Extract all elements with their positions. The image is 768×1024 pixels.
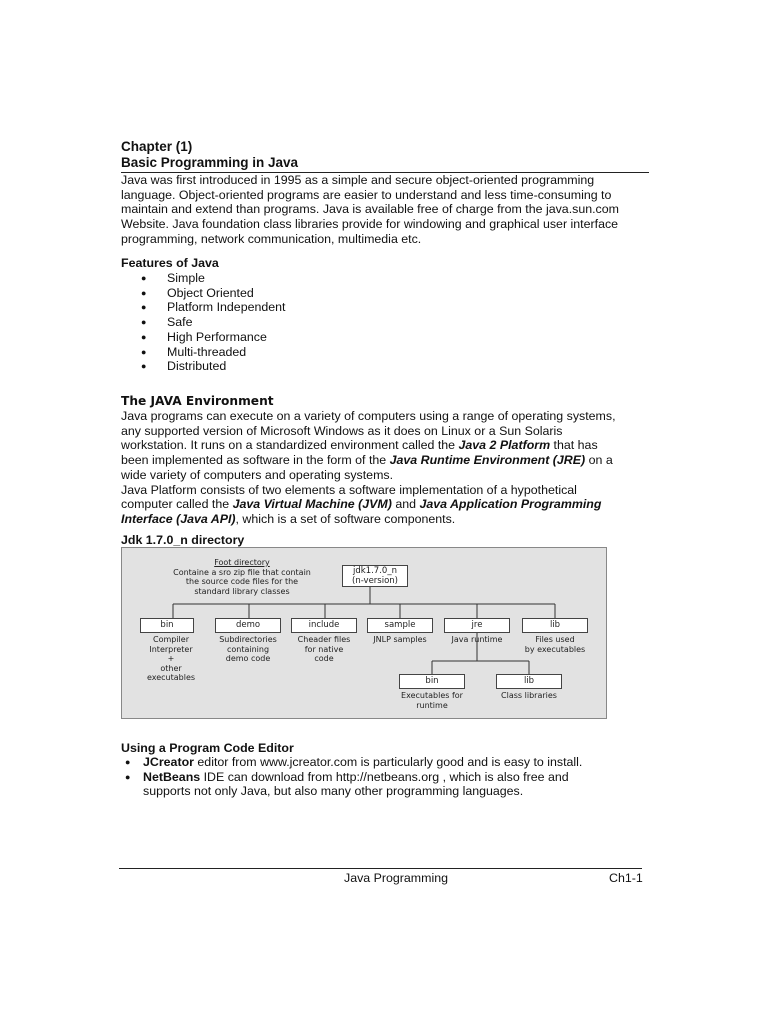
include-description: Cheader files for native code — [297, 635, 351, 663]
bullet-icon: ● — [125, 757, 131, 767]
list-item: ● High Performance — [141, 329, 267, 344]
bullet-icon: ● — [141, 302, 147, 313]
lib-directory-box: lib — [522, 618, 588, 633]
netbeans-term: NetBeans — [143, 769, 201, 784]
intro-line: programming, network communication, multimedia etc. — [121, 231, 422, 246]
jre-term: Java Runtime Environment (JRE) — [389, 453, 586, 468]
list-item: ● Object Oriented — [141, 285, 254, 300]
bullet-icon: ● — [141, 346, 147, 357]
jre-directory-box: jre — [444, 618, 510, 633]
chapter-number: Chapter (1) — [121, 139, 193, 154]
intro-line: Website. Java foundation class libraries provide for windowing and graphical user interface — [121, 217, 619, 232]
jre-bin-description: Executables for runtime — [401, 691, 463, 710]
chapter-title: Basic Programming in Java — [121, 155, 299, 170]
bullet-icon: ● — [141, 331, 147, 342]
root-directory-box: jdk1.7.0_n (n-version) — [342, 565, 408, 587]
features-list — [141, 271, 285, 374]
bullet-icon: ● — [141, 273, 147, 283]
java-api-term: Java Application Programming — [419, 497, 602, 512]
jre-lib-description: Class libraries — [501, 691, 557, 700]
list-item: ● Simple — [141, 271, 205, 285]
environment-paragraph: Java programs can execute on a variety of computers using a range of operating systems, any supported version of Microsoft Windows as it does on Linux or a Sun Solaris workstation. It runs on a standardized environment called the Java 2 Platform that has been implemented as software in the form of the Java Runtime Environment (JRE) on a wide variety of computers and operating systems. Java Platform consists of two elements a software implementation of a hypothetical computer called the Java Virtual Machine (JVM) and Java Application Programming Interface (Java API), which is a set of software components. — [121, 409, 616, 526]
editor-heading: Using a Program Code Editor — [121, 741, 294, 755]
intro-line: language. Object-oriented programs are easier to understand and less time-consuming to — [121, 187, 612, 202]
footer-title: Java Programming — [344, 871, 448, 885]
intro-line: maintain and extend than programs. Java is available free of charge from the java.sun.com — [121, 202, 619, 217]
list-item: ● NetBeans IDE can download from http://netbeans.org , which is also free and supports not only Java, but also many other programming languages. — [125, 769, 569, 799]
editor-list — [125, 755, 582, 799]
environment-heading: The JAVA Environment — [121, 394, 274, 408]
lib-description: Files used by executables — [524, 635, 586, 654]
jre-description: Java runtime — [451, 635, 503, 644]
intro-line: Java was first introduced in 1995 as a simple and secure object-oriented programming — [121, 173, 595, 187]
root-directory-note: Foot directory Containe a sro zip file that contain the source code files for the standard library classes — [173, 558, 311, 596]
bin-directory-box: bin — [140, 618, 194, 633]
bullet-icon: ● — [141, 317, 147, 328]
sample-description: JNLP samples — [373, 635, 427, 644]
bullet-icon: ● — [141, 287, 147, 298]
bullet-icon: ● — [125, 771, 131, 782]
list-item: ● Distributed — [141, 359, 227, 374]
jvm-term: Java Virtual Machine (JVM) — [232, 497, 392, 512]
jcreator-term: JCreator — [143, 755, 194, 769]
include-directory-box: include — [291, 618, 357, 633]
list-item: ● Safe — [141, 315, 193, 330]
jre-bin-directory-box: bin — [399, 674, 465, 689]
bullet-icon: ● — [141, 361, 147, 372]
intro-paragraph — [121, 173, 649, 247]
jdk-directory-diagram — [121, 547, 607, 719]
demo-description: Subdirectories containing demo code — [219, 635, 277, 663]
list-item: ● JCreator editor from www.jcreator.com is particularly good and is easy to install. — [125, 755, 583, 769]
demo-directory-box: demo — [215, 618, 281, 633]
jre-lib-directory-box: lib — [496, 674, 562, 689]
sample-directory-box: sample — [367, 618, 433, 633]
jdk-heading: Jdk 1.7.0_n directory — [121, 533, 245, 547]
list-item: ● Multi-threaded — [141, 344, 247, 359]
java2-platform-term: Java 2 Platform — [458, 438, 551, 453]
list-item: ● Platform Independent — [141, 300, 286, 315]
footer-rule — [119, 868, 642, 869]
bin-description: Compiler Interpreter + other executables — [146, 635, 196, 682]
features-heading: Features of Java — [121, 256, 219, 270]
page-number: Ch1-1 — [609, 871, 643, 885]
